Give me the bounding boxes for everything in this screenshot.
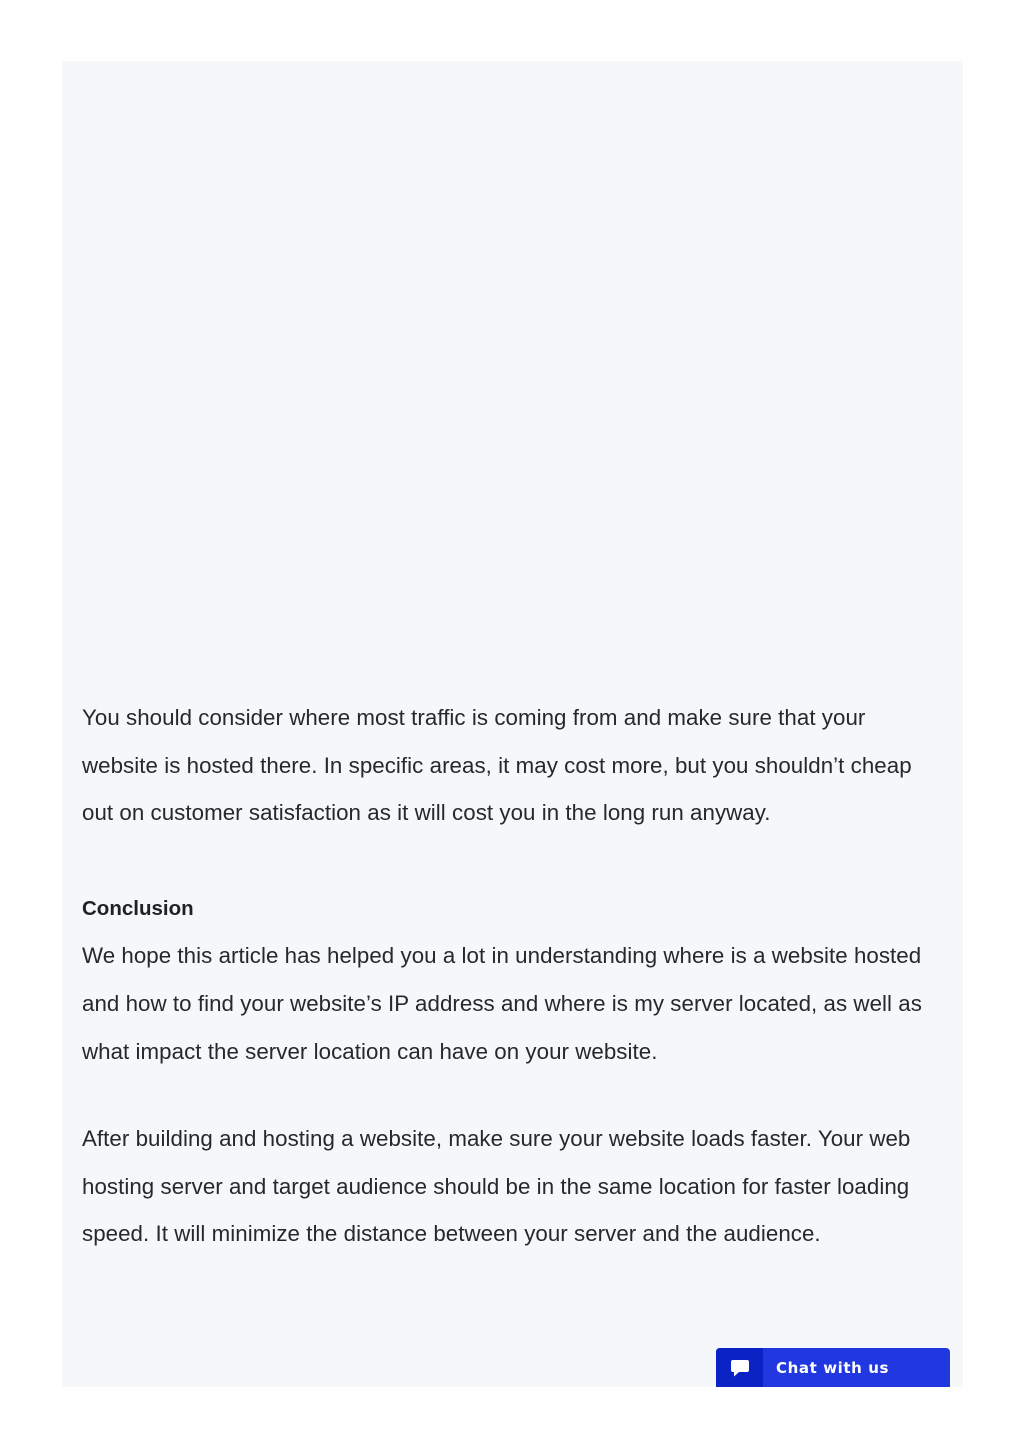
chat-with-us-button[interactable] (716, 1348, 950, 1387)
chat-icon-container (716, 1348, 763, 1387)
article-panel (62, 61, 963, 1387)
conclusion-heading: Conclusion (82, 896, 194, 920)
paragraph-traffic-location: You should consider where most traffic is coming from and make sure that your website is hosted there. In specific areas, it may cost more, but you shouldn’t cheap out on customer satisfaction as it will cost you in the long run anyway. (82, 705, 912, 826)
paragraph-loading-speed: After building and hosting a website, make sure your website loads faster. Your web hosting server and target audience should be in the same location for faster loading speed. It will minimize the distance between your server and the audience. (82, 1126, 911, 1247)
paragraph-conclusion: We hope this article has helped you a lot in understanding where is a website hosted and how to find your website’s IP address and where is my server located, as well as what impact the server location can have on your website. (82, 943, 922, 1064)
article-body (82, 694, 947, 1258)
image-placeholder (62, 61, 963, 691)
speech-bubble-icon (729, 1357, 751, 1379)
chat-label: Chat with us (776, 1358, 890, 1377)
